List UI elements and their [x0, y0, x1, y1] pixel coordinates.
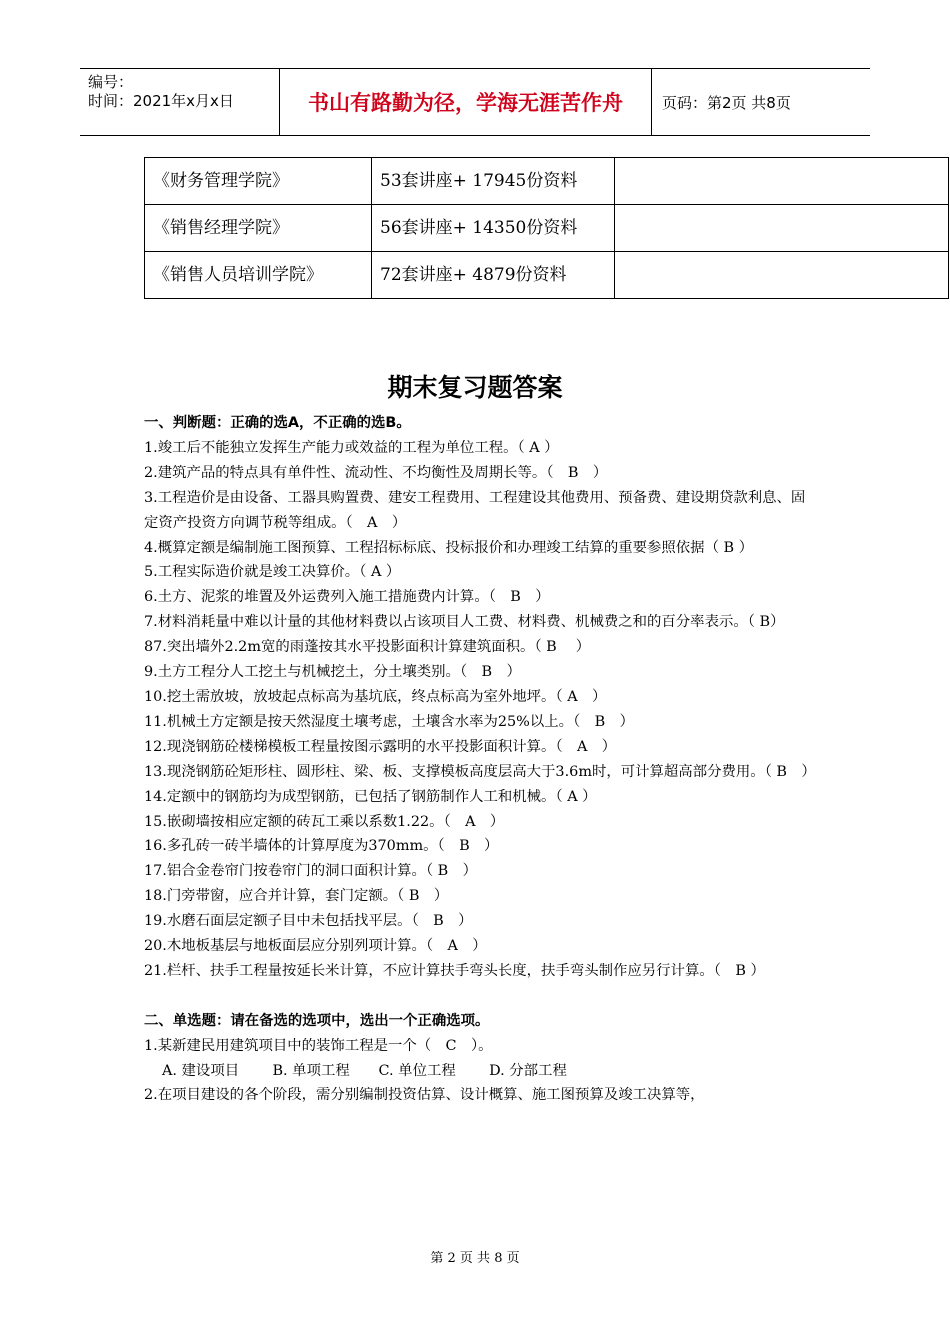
question-item: 12.现浇钢筋砼楼梯模板工程量按图示露明的水平投影面积计算。（ A ）	[144, 738, 617, 755]
question-item: 16.多孔砖一砖半墙体的计算厚度为370mm。（ B ）	[144, 838, 499, 855]
table-row	[145, 205, 949, 252]
table-cell-content: 53套讲座+ 17945份资料	[372, 158, 615, 205]
resource-table	[144, 157, 949, 299]
header-page-info: 页码：第2页 共8页	[662, 93, 791, 112]
table-cell-content: 56套讲座+ 14350份资料	[372, 205, 615, 252]
table-cell-extra	[615, 205, 949, 252]
question-item: 5.工程实际造价就是竣工决算价。（ A ）	[144, 564, 401, 581]
question-item: 3.工程造价是由设备、工器具购置费、建安工程费用、工程建设其他费用、预备费、建设期贷款利息、固定资产投资方向调节税等组成。（ A ）	[144, 489, 806, 531]
spacer	[144, 984, 810, 1009]
page-footer: 第 2 页 共 8 页	[430, 1251, 520, 1266]
table-cell-name: 《销售经理学院》	[145, 205, 372, 252]
table-cell-name: 《财务管理学院》	[145, 158, 372, 205]
question-item: 4.概算定额是编制施工图预算、工程招标标底、投标报价和办理竣工结算的重要参照依据（ B ）	[144, 539, 754, 556]
question-item: 17.铝合金卷帘门按卷帘门的洞口面积计算。（ B ）	[144, 863, 478, 880]
question-item: 18.门旁带窗，应合并计算，套门定额。（ B ）	[144, 888, 449, 905]
header-motto: 书山有路勤为径，学海无涯苦作舟	[280, 69, 652, 135]
question-item: 2.建筑产品的特点具有单件性、流动性、不均衡性及周期长等。（ B ）	[144, 464, 608, 481]
table-row	[145, 252, 949, 299]
question-item: 14.定额中的钢筋均为成型钢筋，已包括了钢筋制作人工和机械。（ A ）	[144, 788, 597, 805]
question-item: 20.木地板基层与地板面层应分别列项计算。（ A ）	[144, 938, 487, 955]
question-item: 21.栏杆、扶手工程量按延长米计算，不应计算扶手弯头长度，扶手弯头制作应另行计算。（ B ）	[144, 962, 765, 979]
document-body	[144, 411, 816, 1108]
question-item: 19.水磨石面层定额子目中未包括找平层。（ B ）	[144, 913, 473, 930]
table-row	[145, 158, 949, 205]
table-cell-extra	[615, 158, 949, 205]
header-meta	[80, 69, 280, 135]
question-item: 1.竣工后不能独立发挥生产能力或效益的工程为单位工程。（ A ）	[144, 439, 559, 456]
answer-options: A. 建设项目 B. 单项工程 C. 单位工程 D. 分部工程	[162, 1062, 567, 1079]
document-date: 时间：2021年x月x日	[88, 92, 234, 110]
question-item: 9.土方工程分人工挖土与机械挖土，分土壤类别。（ B ）	[144, 664, 521, 681]
question-item: 11.机械土方定额是按天然湿度土壤考虑，土壤含水率为25%以上。（ B ）	[144, 713, 634, 730]
page-header	[80, 68, 870, 136]
table-cell-extra	[615, 252, 949, 299]
question-list	[144, 436, 816, 984]
page-title: 期末复习题答案	[387, 373, 563, 402]
table-cell-content: 72套讲座+ 4879份资料	[372, 252, 615, 299]
section-heading: 一、判断题：正确的选A，不正确的选B。	[144, 415, 411, 431]
question-item: 6.土方、泥浆的堆置及外运费列入施工措施费内计算。（ B ）	[144, 589, 550, 606]
table-cell-name: 《销售人员培训学院》	[145, 252, 372, 299]
question-item: 15.嵌砌墙按相应定额的砖瓦工乘以系数1.22。（ A ）	[144, 813, 505, 830]
document-number: 编号：	[88, 73, 134, 91]
question-item: 10.挖土需放坡，放坡起点标高为基坑底，终点标高为室外地坪。（ A ）	[144, 688, 607, 705]
question-item: 1.某新建民用建筑项目中的装饰工程是一个（ C ）。	[144, 1037, 493, 1054]
question-item: 13.现浇钢筋砼矩形柱、圆形柱、梁、板、支撑模板高度层高大于3.6m时，可计算超高部分费用。（ B ）	[144, 763, 816, 780]
question-item: 87.突出墙外2.2m宽的雨蓬按其水平投影面积计算建筑面积。（ B ）	[144, 639, 591, 656]
section-heading: 二、单选题：请在备选的选项中，选出一个正确选项。	[144, 1012, 490, 1029]
question-item: 2.在项目建设的各个阶段，需分别编制投资估算、设计概算、施工图预算及竣工决算等，	[144, 1087, 705, 1104]
question-item: 7.材料消耗量中难以计量的其他材料费以占该项目人工费、材料费、机械费之和的百分率表示。（ B）	[144, 614, 785, 631]
